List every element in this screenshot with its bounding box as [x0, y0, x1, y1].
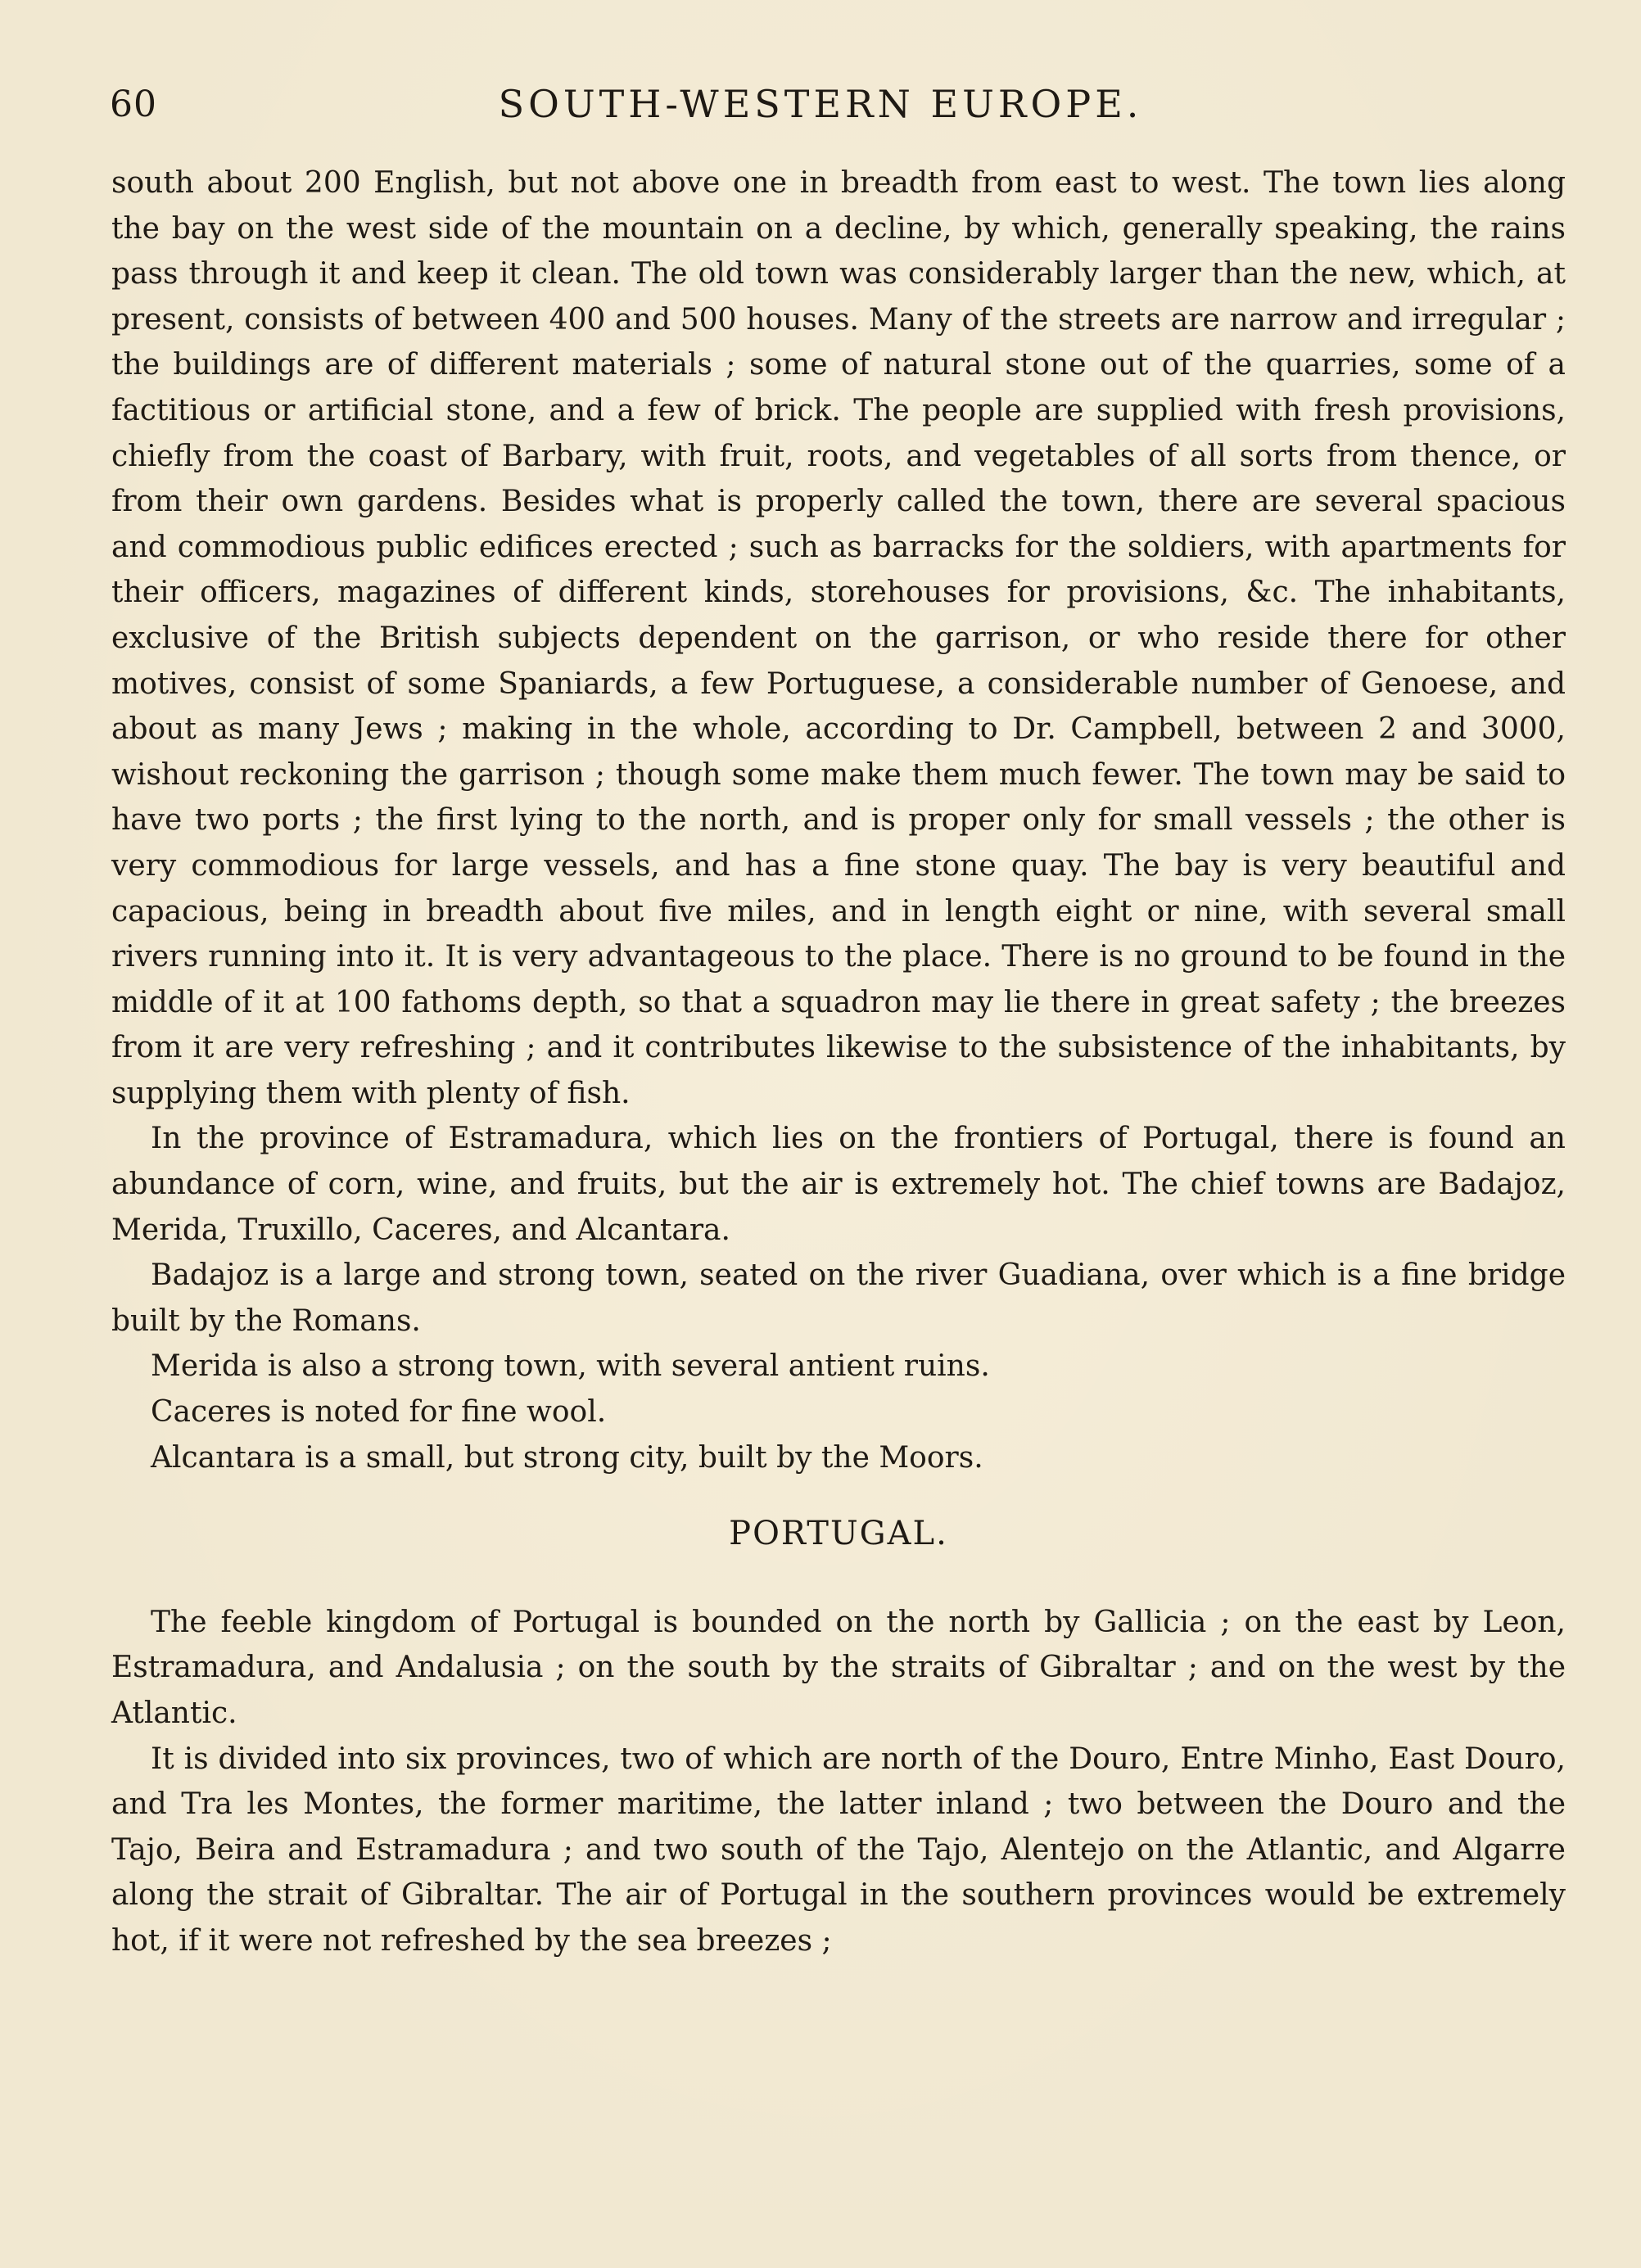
running-head: SOUTH-WESTERN EUROPE.	[498, 82, 1143, 126]
paragraph-portugal-bounds: The feeble kingdom of Portugal is bounded on the north by Gallicia ; on the east by Leon, Estramadura, and Andalusia ; on the south by the straits of Gibraltar ; and on the west by the Atlantic.	[111, 1605, 1566, 1730]
paragraph-alcantara: Alcantara is a small, but strong city, built by the Moors.	[151, 1440, 983, 1475]
paragraph-caceres: Caceres is noted for fine wool.	[151, 1395, 607, 1430]
body-text	[111, 160, 1566, 1964]
page-header	[0, 75, 1641, 133]
paragraph-estramadura: In the province of Estramadura, which lies on the frontiers of Portugal, there is found an abundance of corn, wine, and fruits, but the air is extremely hot. The chief towns are Badajoz, Merida, Truxillo, Caceres, and Alcantara.	[111, 1122, 1566, 1247]
page-number: 60	[110, 84, 157, 125]
paragraph-portugal-provinces: It is divided into six provinces, two of which are north of the Douro, Entre Minho, East Douro, and Tra les Montes, the former maritime, the latter inland ; two between the Douro and the Tajo, Beira and Estramadura ; and two south of the Tajo, Alentejo on the Atlantic, and Algarre along the strait of Gibraltar. The air of Portugal in the southern provinces would be extremely hot, if it were not refreshed by the sea breezes ;	[111, 1742, 1566, 1958]
paragraph-gibraltar: south about 200 English, but not above one in breadth from east to west. The town lies along the bay on the west side of the mountain on a decline, by which, generally speaking, the rains pass through it and keep it clean. The old town was considerably larger than the new, which, at present, consists of between 400 and 500 houses. Many of the streets are narrow and irregular ; the buildings are of different materials ; some of natural stone out of the quarries, some of a factitious or artificial stone, and a few of brick. The people are supplied with fresh provisions, chiefly from the coast of Barbary, with fruit, roots, and vegetables of all sorts from thence, or from their own gardens. Besides what is properly called the town, there are several spacious and commodious public edifices erected ; such as barracks for the soldiers, with apartments for their officers, magazines of different kinds, storehouses for provisions, &c. The inhabitants, exclusive of the British subjects dependent on the garrison, or who reside there for other motives, consist of some Spaniards, a few Portuguese, a considerable number of Genoese, and about as many Jews ; making in the whole, according to Dr. Campbell, between 2 and 3000, wishout reckoning the garrison ; though some make them much fewer. The town may be said to have two ports ; the first lying to the north, and is proper only for small vessels ; the other is very commodious for large vessels, and has a fine stone quay. The bay is very beautiful and capacious, being in breadth about five miles, and in length eight or nine, with several small rivers running into it. It is very advantageous to the place. There is no ground to be found in the middle of it at 100 fathoms depth, so that a squadron may lie there in great safety ; the breezes from it are very refreshing ; and it contributes likewise to the subsistence of the inhabitants, by supplying them with plenty of fish.	[111, 166, 1566, 1110]
paragraph-merida: Merida is also a strong town, with several antient ruins.	[151, 1349, 990, 1384]
paragraph-badajoz: Badajoz is a large and strong town, seated on the river Guadiana, over which is a fine bridge built by the Romans.	[111, 1258, 1566, 1338]
section-title-portugal: PORTUGAL.	[729, 1515, 948, 1553]
